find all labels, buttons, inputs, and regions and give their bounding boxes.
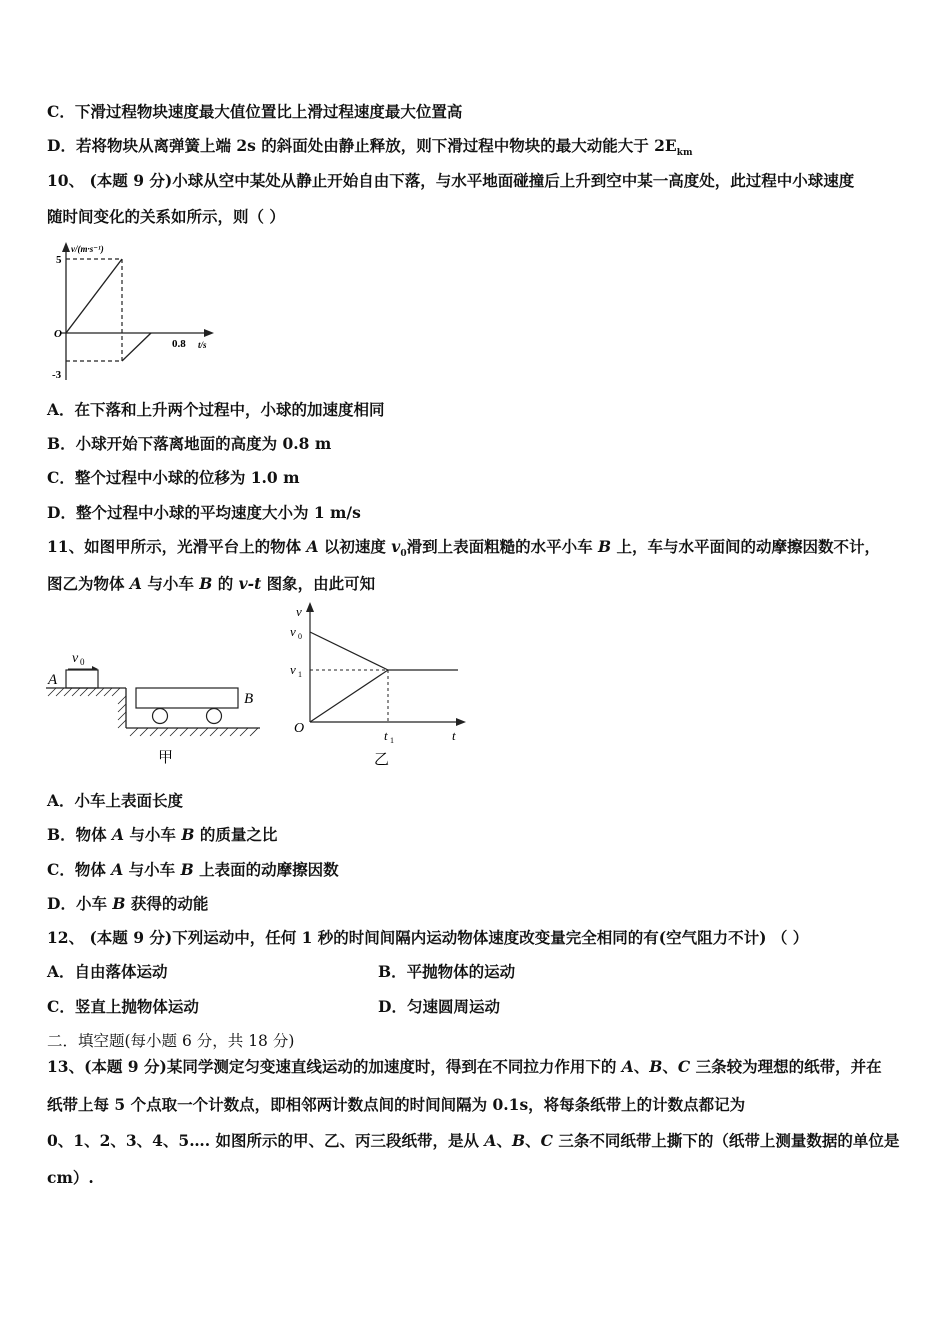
q10-option-b: B．小球开始下落离地面的高度为 0.8 m xyxy=(47,434,332,453)
t1-tick-sub: 1 xyxy=(390,736,394,745)
q11b-vt: v-t xyxy=(238,574,262,593)
y-axis-label: v/(m·s⁻¹) xyxy=(71,244,104,254)
x-tick-label: 0.8 xyxy=(172,338,186,350)
q13c-text-1: 0、1、2、3、4、5…. 如图所示的甲、乙、丙三段纸带，是从 xyxy=(47,1131,485,1150)
q10-option-a: A．在下落和上升两个过程中，小球的加速度相同 xyxy=(47,400,385,419)
t-axis-label: t xyxy=(452,728,456,743)
origin-label: O xyxy=(54,328,62,340)
q12-option-c: C．竖直上抛物体运动 xyxy=(47,997,199,1016)
cart-wheel-right xyxy=(207,709,222,724)
q11b-opt-a: A xyxy=(112,825,125,844)
q10-stem-line2: 随时间变化的关系如所示，则（ ） xyxy=(47,207,285,226)
q13a-a: A xyxy=(621,1057,634,1076)
q11-text-1: 11、如图甲所示，光滑平台上的物体 xyxy=(47,537,307,556)
v1-tick: v xyxy=(290,662,296,677)
q11-stem-line1 xyxy=(47,537,880,564)
caption-jia: 甲 xyxy=(158,750,174,766)
cart-wheel-left xyxy=(153,709,168,724)
q11-text-4: 上，车与水平面间的动摩擦因数不计， xyxy=(611,537,880,556)
rise-segment xyxy=(122,333,151,361)
q11-label-a: A xyxy=(306,537,319,556)
q13c-sep-2: 、 xyxy=(525,1131,541,1150)
q11b-opt-b: B xyxy=(181,825,195,844)
x-axis-label: t/s xyxy=(198,340,207,350)
q13-line3 xyxy=(47,1131,899,1151)
block-a xyxy=(66,670,98,688)
q10-vt-graph xyxy=(40,240,230,385)
q13a-text-2: 三条较为理想的纸带，并在 xyxy=(690,1057,882,1076)
v0-tick-sub: 0 xyxy=(298,632,302,641)
q10-stem-line1: 10、 (本题 9 分)小球从空中某处从静止开始自由下落，与水平地面碰撞后上升到空中某一高度处，此过程中小球速度 xyxy=(47,171,855,190)
option-d-subscript: km xyxy=(676,148,693,159)
q13c-b: B xyxy=(511,1131,526,1150)
t1-tick: t xyxy=(384,728,388,743)
q11-option-a: A．小车上表面长度 xyxy=(47,791,184,810)
cart-b xyxy=(136,688,238,708)
q11d-opt-text-1: D．小车 xyxy=(47,894,113,913)
caption-yi: 乙 xyxy=(374,752,390,768)
v-axis-arrow xyxy=(306,602,314,612)
q13c-c: C xyxy=(540,1131,553,1150)
t-axis-arrow xyxy=(456,718,466,726)
q11b-label-b: B xyxy=(199,574,213,593)
q11c-opt-a: A xyxy=(111,860,124,879)
q13c-a: A xyxy=(484,1131,497,1150)
section-2-title: 二．填空题(每小题 6 分，共 18 分) xyxy=(47,1032,295,1050)
q13a-sep-2: 、 xyxy=(662,1057,678,1076)
q11-v0: v xyxy=(391,537,401,556)
q11-figure-jia xyxy=(40,640,270,770)
q13a-sep-1: 、 xyxy=(633,1057,650,1076)
q13a-b: B xyxy=(649,1057,663,1076)
q11b-opt-text-3: 的质量之比 xyxy=(194,825,278,844)
ground-hatch xyxy=(130,728,258,736)
q13-line2: 纸带上每 5 个点取一个计数点，即相邻两计数点间的时间间隔为 0.1s，将每条纸带上的计数点都记为 xyxy=(47,1095,746,1114)
platform-hatch xyxy=(48,688,126,728)
cart-b-label: B xyxy=(244,691,254,707)
q12-option-b: B．平抛物体的运动 xyxy=(378,962,516,981)
v0-sub: 0 xyxy=(80,657,85,667)
q11c-opt-text-1: C．物体 xyxy=(47,860,112,879)
q11b-label-a: A xyxy=(129,574,142,593)
origin-label: O xyxy=(294,721,305,736)
q11-option-c xyxy=(47,860,339,880)
q11-label-b: B xyxy=(597,537,612,556)
q10-option-d: D．整个过程中小球的平均速度大小为 1 m/s xyxy=(47,503,361,522)
block-a-label: A xyxy=(48,672,58,688)
q12-option-a: A．自由落体运动 xyxy=(47,962,168,981)
q11-stem-line2 xyxy=(47,574,375,594)
q13c-text-2: 三条不同纸带上撕下的（纸带上测量数据的单位是 xyxy=(552,1131,900,1150)
v1-tick-sub: 1 xyxy=(298,670,302,679)
q11-option-b xyxy=(47,825,277,845)
y-top-label: 5 xyxy=(56,254,62,266)
y-axis-arrow xyxy=(62,242,70,252)
q12-stem: 12、 (本题 9 分)下列运动中，任何 1 秒的时间间隔内运动物体速度改变量完全相同的有(空气阻力不计) （ ） xyxy=(47,928,809,947)
fall-segment xyxy=(66,259,122,333)
q11d-opt-b: B xyxy=(112,894,126,913)
q11c-opt-text-2: 与小车 xyxy=(123,860,181,879)
v0-label: v xyxy=(72,651,79,666)
x-axis-arrow xyxy=(204,329,214,337)
y-bottom-label: -3 xyxy=(52,369,62,381)
q11c-opt-b: B xyxy=(180,860,194,879)
v0-tick: v xyxy=(290,624,296,639)
q11d-opt-text-2: 获得的动能 xyxy=(125,894,209,913)
q11-vt-graph-yi xyxy=(280,600,470,772)
option-c-prev: C．下滑过程物块速度最大值位置比上滑过程速度最大位置高 xyxy=(47,102,463,121)
option-d-prev xyxy=(47,136,693,163)
q12-option-d: D．匀速圆周运动 xyxy=(378,997,500,1016)
q11b-opt-text-2: 与小车 xyxy=(124,825,182,844)
q11-text-2: 以初速度 xyxy=(318,537,392,556)
line-b xyxy=(310,670,388,722)
q13-line4: cm）. xyxy=(47,1168,94,1187)
q11b-text-2: 与小车 xyxy=(141,574,200,593)
v-axis-label: v xyxy=(296,604,302,619)
q13-line1 xyxy=(47,1057,882,1077)
q11-text-3: 滑到上表面粗糙的水平小车 xyxy=(406,537,598,556)
q11b-text-3: 的 xyxy=(212,574,239,593)
q11-option-d xyxy=(47,894,208,914)
q13a-c: C xyxy=(677,1057,691,1076)
line-a xyxy=(310,632,388,670)
q10-option-c: C．整个过程中小球的位移为 1.0 m xyxy=(47,468,300,487)
q11-v0-sub: 0 xyxy=(400,549,407,560)
q11c-opt-text-3: 上表面的动摩擦因数 xyxy=(193,860,339,879)
option-d-text: D．若将物块从离弹簧上端 2s 的斜面处由静止释放，则下滑过程中物块的最大动能大于 2E xyxy=(47,136,677,155)
q13c-sep-1: 、 xyxy=(496,1131,512,1150)
q11b-text-1: 图乙为物体 xyxy=(47,574,130,593)
q11b-opt-text-1: B．物体 xyxy=(47,825,112,844)
q13a-text-1: 13、(本题 9 分)某同学测定匀变速直线运动的加速度时，得到在不同拉力作用下的 xyxy=(47,1057,622,1076)
q11b-text-4: 图象，由此可知 xyxy=(261,574,376,593)
